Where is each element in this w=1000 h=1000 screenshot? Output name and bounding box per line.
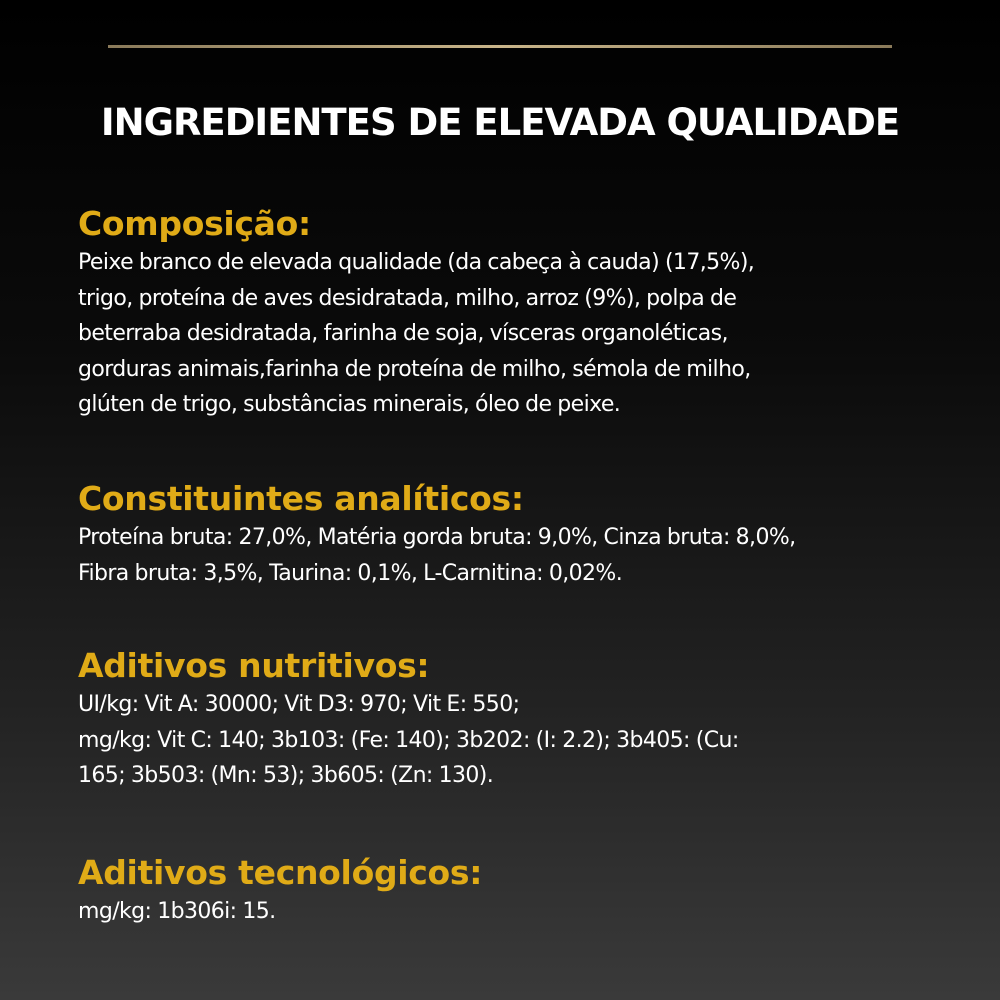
- text-line: gorduras animais,farinha de proteína de milho, sémola de milho,: [78, 356, 751, 382]
- text-line: beterraba desidratada, farinha de soja, vísceras organoléticas,: [78, 321, 728, 346]
- section-body-aditivos-nutritivos: [78, 687, 948, 794]
- top-divider-rule: [108, 45, 892, 48]
- text-line: mg/kg: 1b306i: 15.: [78, 899, 276, 924]
- text-line: Fibra bruta: 3,5%, Taurina: 0,1%, L-Carnitina: 0,02%.: [78, 560, 623, 586]
- section-body-aditivos-tecnologicos: [78, 894, 948, 930]
- page-title: INGREDIENTES DE ELEVADA QUALIDADE: [100, 101, 900, 144]
- section-heading-aditivos-tecnologicos: Aditivos tecnológicos:: [78, 853, 483, 892]
- text-line: 165; 3b503: (Mn: 53); 3b605: (Zn: 130).: [78, 763, 494, 788]
- section-body-constituintes: [78, 520, 948, 591]
- section-aditivos-nutritivos: [78, 645, 948, 794]
- text-line: Peixe branco de elevada qualidade (da cabeça à cauda) (17,5%),: [78, 250, 755, 275]
- text-line: glúten de trigo, substâncias minerais, óleo de peixe.: [78, 392, 621, 417]
- section-heading-composicao: Composição:: [78, 204, 311, 243]
- text-line: mg/kg: Vit C: 140; 3b103: (Fe: 140); 3b202: (I: 2.2); 3b405: (Cu:: [78, 727, 739, 753]
- text-line: Proteína bruta: 27,0%, Matéria gorda bruta: 9,0%, Cinza bruta: 8,0%,: [78, 525, 796, 550]
- text-line: UI/kg: Vit A: 30000; Vit D3: 970; Vit E: 550;: [78, 692, 520, 717]
- section-aditivos-tecnologicos: [78, 852, 948, 930]
- section-heading-aditivos-nutritivos: Aditivos nutritivos:: [78, 646, 430, 685]
- text-line: trigo, proteína de aves desidratada, milho, arroz (9%), polpa de: [78, 285, 737, 311]
- section-composicao: [78, 203, 948, 423]
- section-body-composicao: [78, 245, 948, 423]
- section-heading-constituintes: Constituintes analíticos:: [78, 479, 524, 518]
- section-constituintes-analiticos: [78, 478, 948, 591]
